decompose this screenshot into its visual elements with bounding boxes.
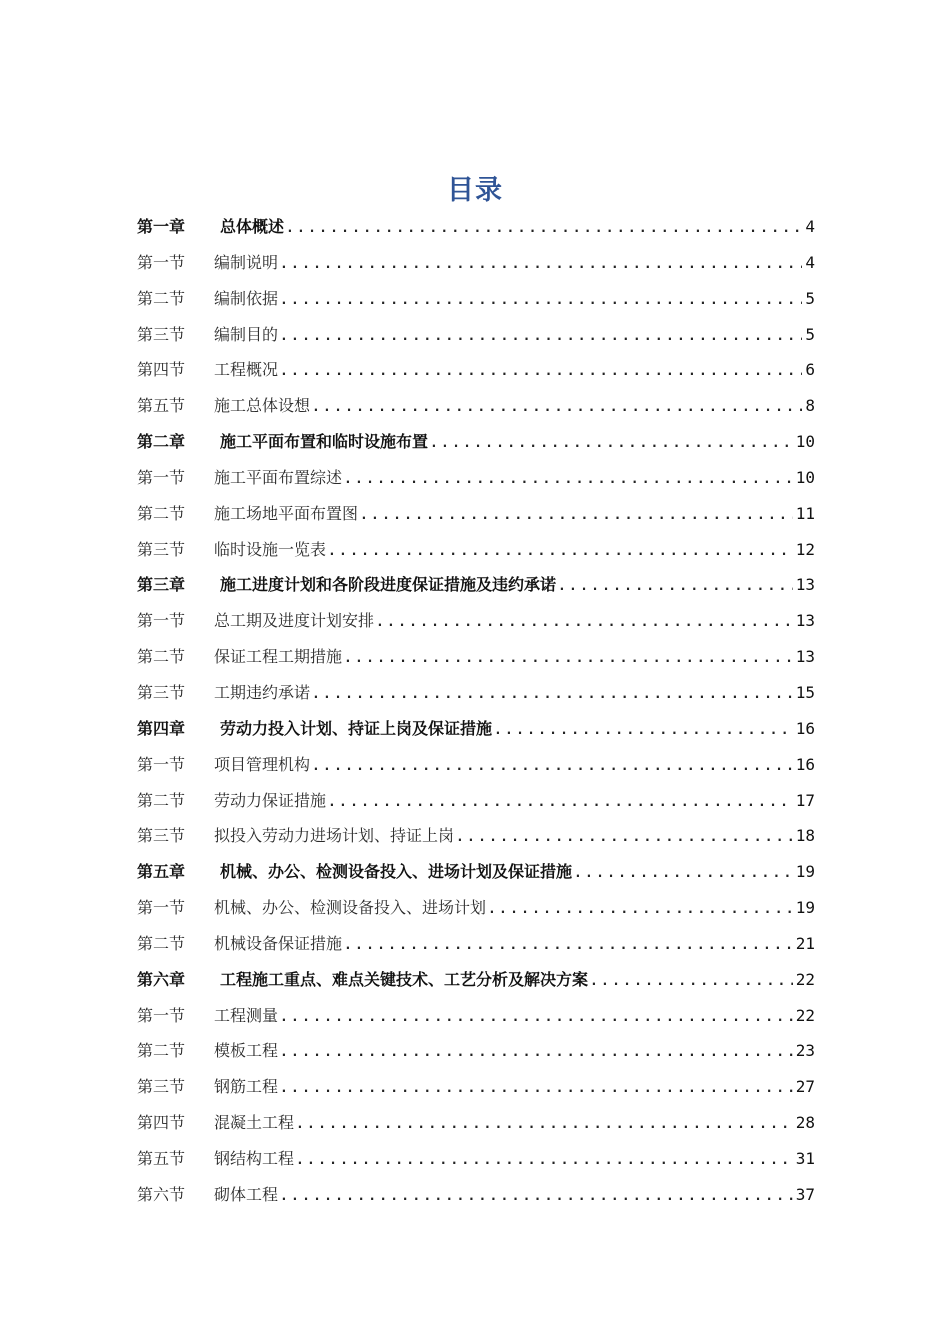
- toc-chapter-entry[interactable]: [137, 214, 815, 250]
- toc-entry-number: 第三节: [137, 324, 186, 344]
- toc-entry-number: 第二节: [137, 1041, 186, 1061]
- toc-dot-leader: [344, 473, 793, 486]
- toc-dot-leader: [280, 1190, 793, 1203]
- toc-entry-number: 第二节: [137, 933, 186, 953]
- toc-entry-page-number: 10: [795, 467, 815, 487]
- toc-entry-page-number: 5: [805, 324, 815, 344]
- toc-title: 目录: [447, 175, 503, 206]
- toc-entry-title: 机械设备保证措施: [214, 933, 343, 953]
- toc-dot-leader: [280, 258, 802, 271]
- toc-entry-page-number: 10: [795, 432, 815, 452]
- toc-dot-leader: [456, 831, 793, 844]
- toc-entry-title: 混凝土工程: [214, 1113, 295, 1133]
- toc-section-entry[interactable]: [137, 357, 815, 393]
- toc-entry-number: 第四节: [137, 360, 186, 380]
- toc-section-entry[interactable]: [137, 322, 815, 358]
- toc-section-entry[interactable]: [137, 788, 815, 824]
- toc-entry-title: 总工期及进度计划安排: [214, 611, 375, 631]
- toc-entry-title: 总体概述: [220, 217, 285, 236]
- toc-entry-title: 工程施工重点、难点关键技术、工艺分析及解决方案: [220, 969, 589, 989]
- toc-entry-number: 第六章: [137, 969, 186, 989]
- toc-entry-title: 临时设施一览表: [214, 539, 327, 559]
- toc-dot-leader: [286, 222, 802, 235]
- toc-entry-title: 劳动力投入计划、持证上岗及保证措施: [220, 718, 493, 738]
- toc-dot-leader: [312, 688, 793, 701]
- toc-entry-page-number: 13: [795, 575, 815, 595]
- toc-entry-title: 工期违约承诺: [214, 682, 311, 702]
- toc-entry-page-number: 22: [795, 1005, 815, 1025]
- toc-entry-page-number: 19: [795, 898, 815, 918]
- toc-entry-number: 第二节: [137, 647, 186, 667]
- toc-entry-number: 第三章: [137, 575, 186, 595]
- toc-entry-page-number: 11: [795, 503, 815, 523]
- toc-section-entry[interactable]: [137, 286, 815, 322]
- toc-entry-page-number: 8: [805, 396, 815, 416]
- toc-entry-title: 施工平面布置和临时设施布置: [220, 432, 429, 452]
- toc-dot-leader: [280, 294, 802, 307]
- toc-entry-number: 第四节: [137, 1113, 186, 1133]
- toc-entry-title: 施工总体设想: [214, 396, 311, 416]
- toc-entry-page-number: 15: [795, 682, 815, 702]
- toc-entry-page-number: 16: [795, 718, 815, 738]
- toc-section-entry[interactable]: [137, 1038, 815, 1074]
- toc-entry-title: 施工平面布置综述: [214, 467, 343, 487]
- toc-entry-page-number: 28: [795, 1113, 815, 1133]
- toc-entry-number: 第一节: [137, 611, 186, 631]
- toc-chapter-entry[interactable]: [137, 967, 815, 1003]
- toc-dot-leader: [328, 796, 793, 809]
- toc-entry-number: 第二节: [137, 288, 186, 308]
- toc-entry-page-number: 19: [795, 862, 815, 882]
- toc-dot-leader: [312, 401, 802, 414]
- toc-entry-page-number: 37: [795, 1184, 815, 1204]
- toc-entry-number: 第一节: [137, 898, 186, 918]
- toc-section-entry[interactable]: [137, 250, 815, 286]
- toc-dot-leader: [280, 330, 802, 343]
- toc-section-entry[interactable]: [137, 501, 815, 537]
- toc-entry-page-number: 23: [795, 1041, 815, 1061]
- toc-entry-number: 第三节: [137, 1077, 186, 1097]
- toc-entry-page-number: 13: [795, 647, 815, 667]
- toc-entry-page-number: 17: [795, 790, 815, 810]
- toc-entry-page-number: 31: [795, 1148, 815, 1168]
- toc-dot-leader: [430, 437, 793, 450]
- toc-entry-title: 工程概况: [214, 360, 279, 380]
- toc-section-entry[interactable]: [137, 644, 815, 680]
- toc-section-entry[interactable]: [137, 752, 815, 788]
- toc-dot-leader: [328, 545, 793, 558]
- toc-entry-page-number: 21: [795, 933, 815, 953]
- toc-dot-leader: [344, 652, 793, 665]
- toc-entry-title: 工程测量: [214, 1005, 279, 1025]
- toc-entry-number: 第五章: [137, 862, 186, 882]
- toc-entry-page-number: 6: [805, 360, 815, 380]
- toc-entry-page-number: 27: [795, 1077, 815, 1097]
- toc-dot-leader: [574, 867, 793, 880]
- toc-entry-title: 编制目的: [214, 324, 279, 344]
- toc-section-entry[interactable]: [137, 1146, 815, 1182]
- toc-entry-page-number: 5: [805, 288, 815, 308]
- toc-entry-title: 拟投入劳动力进场计划、持证上岗: [214, 826, 455, 846]
- toc-entry-title: 项目管理机构: [214, 754, 311, 774]
- toc-entry-number: 第三节: [137, 682, 186, 702]
- toc-section-entry[interactable]: [137, 931, 815, 967]
- toc-dot-leader: [280, 1011, 793, 1024]
- toc-section-entry[interactable]: [137, 1110, 815, 1146]
- toc-dot-leader: [488, 903, 793, 916]
- toc-entry-title: 机械、办公、检测设备投入、进场计划及保证措施: [220, 862, 573, 882]
- toc-dot-leader: [494, 724, 793, 737]
- toc-section-entry[interactable]: [137, 465, 815, 501]
- toc-dot-leader: [312, 760, 793, 773]
- toc-section-entry[interactable]: [137, 537, 815, 573]
- toc-dot-leader: [280, 1046, 793, 1059]
- toc-entry-number: 第四章: [137, 718, 186, 738]
- toc-entry-number: 第二节: [137, 790, 186, 810]
- toc-dot-leader: [296, 1118, 793, 1131]
- toc-dot-leader: [280, 365, 802, 378]
- toc-chapter-entry[interactable]: [137, 572, 815, 608]
- toc-section-entry[interactable]: [137, 393, 815, 429]
- toc-dot-leader: [590, 975, 793, 988]
- toc-entry-page-number: 16: [795, 754, 815, 774]
- toc-entry-number: 第六节: [137, 1184, 186, 1204]
- toc-entry-title: 模板工程: [214, 1041, 279, 1061]
- toc-entry-number: 第一章: [137, 217, 186, 236]
- toc-chapter-entry[interactable]: [137, 716, 815, 752]
- toc-entry-number: 第一节: [137, 1005, 186, 1025]
- toc-section-entry[interactable]: [137, 823, 815, 859]
- toc-section-entry[interactable]: [137, 1074, 815, 1110]
- toc-entry-number: 第三节: [137, 826, 186, 846]
- toc-entry-number: 第三节: [137, 539, 186, 559]
- toc-entry-title: 保证工程工期措施: [214, 647, 343, 667]
- toc-entry-number: 第一节: [137, 467, 186, 487]
- toc-entry-page-number: 12: [795, 539, 815, 559]
- toc-dot-leader: [344, 939, 793, 952]
- toc-entry-title: 劳动力保证措施: [214, 790, 327, 810]
- toc-dot-leader: [558, 580, 793, 593]
- toc-entry-page-number: 4: [805, 217, 815, 236]
- toc-section-entry[interactable]: [137, 895, 815, 931]
- toc-chapter-entry[interactable]: [137, 429, 815, 465]
- toc-section-entry[interactable]: [137, 680, 815, 716]
- toc-entry-page-number: 13: [795, 611, 815, 631]
- toc-entry-title: 机械、办公、检测设备投入、进场计划: [214, 898, 487, 918]
- toc-entry-title: 编制依据: [214, 288, 279, 308]
- toc-dot-leader: [376, 616, 793, 629]
- toc-entry-number: 第二节: [137, 503, 186, 523]
- toc-dot-leader: [280, 1082, 793, 1095]
- toc-entry-title: 编制说明: [214, 252, 279, 272]
- toc-entry-number: 第五节: [137, 1148, 186, 1168]
- toc-section-entry[interactable]: [137, 1003, 815, 1039]
- toc-entry-title: 砌体工程: [214, 1184, 279, 1204]
- toc-entry-number: 第五节: [137, 396, 186, 416]
- toc-dot-leader: [360, 509, 793, 522]
- toc-entry-title: 钢结构工程: [214, 1148, 295, 1168]
- toc-entry-number: 第二章: [137, 432, 186, 452]
- toc-entry-title: 施工场地平面布置图: [214, 503, 359, 523]
- toc-entry-page-number: 18: [795, 826, 815, 846]
- toc-dot-leader: [296, 1154, 793, 1167]
- toc-entry-number: 第一节: [137, 252, 186, 272]
- toc-entry-page-number: 4: [805, 252, 815, 272]
- toc-chapter-entry[interactable]: [137, 859, 815, 895]
- toc-entry-title: 钢筋工程: [214, 1077, 279, 1097]
- toc-entry-page-number: 22: [795, 969, 815, 989]
- toc-section-entry[interactable]: [137, 608, 815, 644]
- toc-entry-title: 施工进度计划和各阶段进度保证措施及违约承诺: [220, 575, 557, 595]
- toc-entry-number: 第一节: [137, 754, 186, 774]
- toc-list: [137, 214, 815, 1218]
- toc-section-entry[interactable]: [137, 1182, 815, 1218]
